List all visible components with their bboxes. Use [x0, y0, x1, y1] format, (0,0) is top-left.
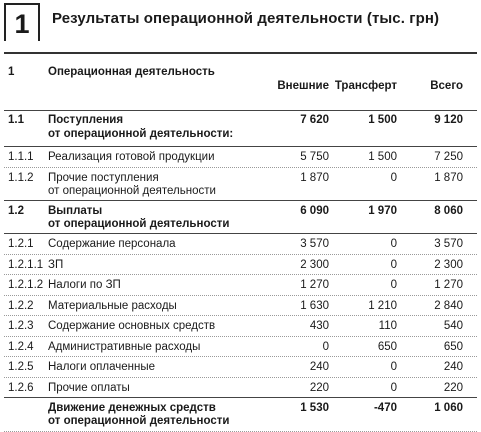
- row-number: 1.2.5: [8, 361, 34, 373]
- row-number: 1.2.6: [8, 381, 34, 394]
- value-transfer: 1 500: [368, 151, 397, 163]
- row-label: Содержание основных средств: [48, 320, 216, 332]
- value-external: 5 750: [300, 151, 329, 163]
- value-transfer: 650: [377, 340, 397, 353]
- row-label-continued: от операционной деятельности:: [48, 128, 234, 140]
- header-num: 1: [8, 66, 15, 78]
- row-number: 1.2: [8, 205, 24, 217]
- value-external: 3 570: [300, 238, 329, 250]
- row-number: 1.2.2: [8, 299, 34, 312]
- value-total: 2 300: [434, 258, 463, 271]
- row-label: Налоги оплаченные: [48, 361, 155, 373]
- table-row: [4, 357, 477, 378]
- row-label: Налоги по ЗП: [48, 279, 121, 291]
- value-transfer: 0: [390, 381, 397, 394]
- value-external: 1 530: [300, 402, 329, 414]
- row-number: 1.2.3: [8, 320, 34, 332]
- value-total: 3 570: [434, 238, 463, 250]
- value-external: 1 630: [300, 299, 329, 312]
- row-label: Движение денежных средств: [48, 402, 216, 414]
- value-transfer: 0: [390, 172, 397, 184]
- row-number: 1.1: [8, 114, 24, 126]
- value-external: 7 620: [300, 114, 329, 126]
- table-row: [4, 111, 477, 147]
- row-number: 1.1.1: [8, 151, 34, 163]
- row-label: Прочие оплаты: [48, 381, 130, 394]
- value-external: 0: [322, 340, 329, 353]
- value-total: 9 120: [434, 114, 463, 126]
- row-number: 1.2.1.1: [8, 258, 44, 271]
- value-total: 650: [443, 340, 463, 353]
- section-number-badge: 1: [4, 3, 40, 41]
- value-transfer: 0: [390, 361, 397, 373]
- row-label: Поступления: [48, 114, 124, 126]
- row-label-continued: от операционной деятельности: [48, 185, 216, 197]
- row-number: 1.1.2: [8, 172, 34, 184]
- table-row: [4, 316, 477, 337]
- value-total: 540: [443, 320, 463, 332]
- row-label: ЗП: [48, 258, 64, 271]
- row-number: 1.2.1: [8, 238, 34, 250]
- table-row-total: [4, 398, 477, 432]
- value-transfer: 0: [390, 279, 397, 291]
- row-label-continued: от операционной деятельности: [48, 415, 230, 427]
- value-total: 240: [443, 361, 463, 373]
- row-label: Материальные расходы: [48, 299, 177, 312]
- table-header: [4, 60, 477, 111]
- value-total: 8 060: [434, 205, 463, 217]
- value-external: 1 870: [300, 172, 329, 184]
- table-row: [4, 201, 477, 234]
- page-title: Результаты операционной деятельности (тыс. грн): [52, 10, 440, 27]
- value-external: 2 300: [300, 258, 329, 271]
- row-label: Выплаты: [48, 205, 103, 217]
- value-external: 220: [309, 381, 329, 394]
- row-label: Реализация готовой продукции: [48, 151, 215, 163]
- table-row: [4, 147, 477, 168]
- table-row: [4, 296, 477, 317]
- table-row: [4, 255, 477, 276]
- row-label: Административные расходы: [48, 340, 201, 353]
- table-row: [4, 168, 477, 201]
- value-transfer: 1 500: [368, 114, 397, 126]
- value-transfer: 1 210: [368, 299, 397, 312]
- value-external: 430: [309, 320, 329, 332]
- value-external: 1 270: [300, 279, 329, 291]
- row-label: Прочие поступления: [48, 172, 159, 184]
- operations-table: [4, 60, 477, 432]
- value-total: 1 270: [434, 279, 463, 291]
- table-row: [4, 337, 477, 358]
- header-col-external: Внешние: [277, 80, 329, 92]
- value-external: 6 090: [300, 205, 329, 217]
- table-row: [4, 234, 477, 255]
- header-col-total: Всего: [430, 80, 463, 92]
- row-number: 1.2.1.2: [8, 279, 44, 291]
- value-transfer: 1 970: [368, 205, 397, 217]
- row-label-continued: от операционной деятельности: [48, 218, 230, 230]
- value-transfer: 0: [390, 258, 397, 271]
- value-transfer: -470: [373, 402, 397, 414]
- value-total: 1 060: [434, 402, 463, 414]
- header-label: Операционная деятельность: [48, 66, 215, 78]
- row-number: 1.2.4: [8, 340, 34, 353]
- value-total: 2 840: [434, 299, 463, 312]
- value-total: 7 250: [434, 151, 463, 163]
- title-divider: [4, 52, 477, 54]
- value-total: 1 870: [434, 172, 463, 184]
- value-external: 240: [309, 361, 329, 373]
- row-label: Содержание персонала: [48, 238, 176, 250]
- value-transfer: 110: [378, 320, 397, 332]
- value-transfer: 0: [390, 238, 397, 250]
- value-total: 220: [443, 381, 463, 394]
- table-row: [4, 378, 477, 399]
- table-row: [4, 275, 477, 296]
- header-col-transfer: Трансферт: [334, 80, 397, 92]
